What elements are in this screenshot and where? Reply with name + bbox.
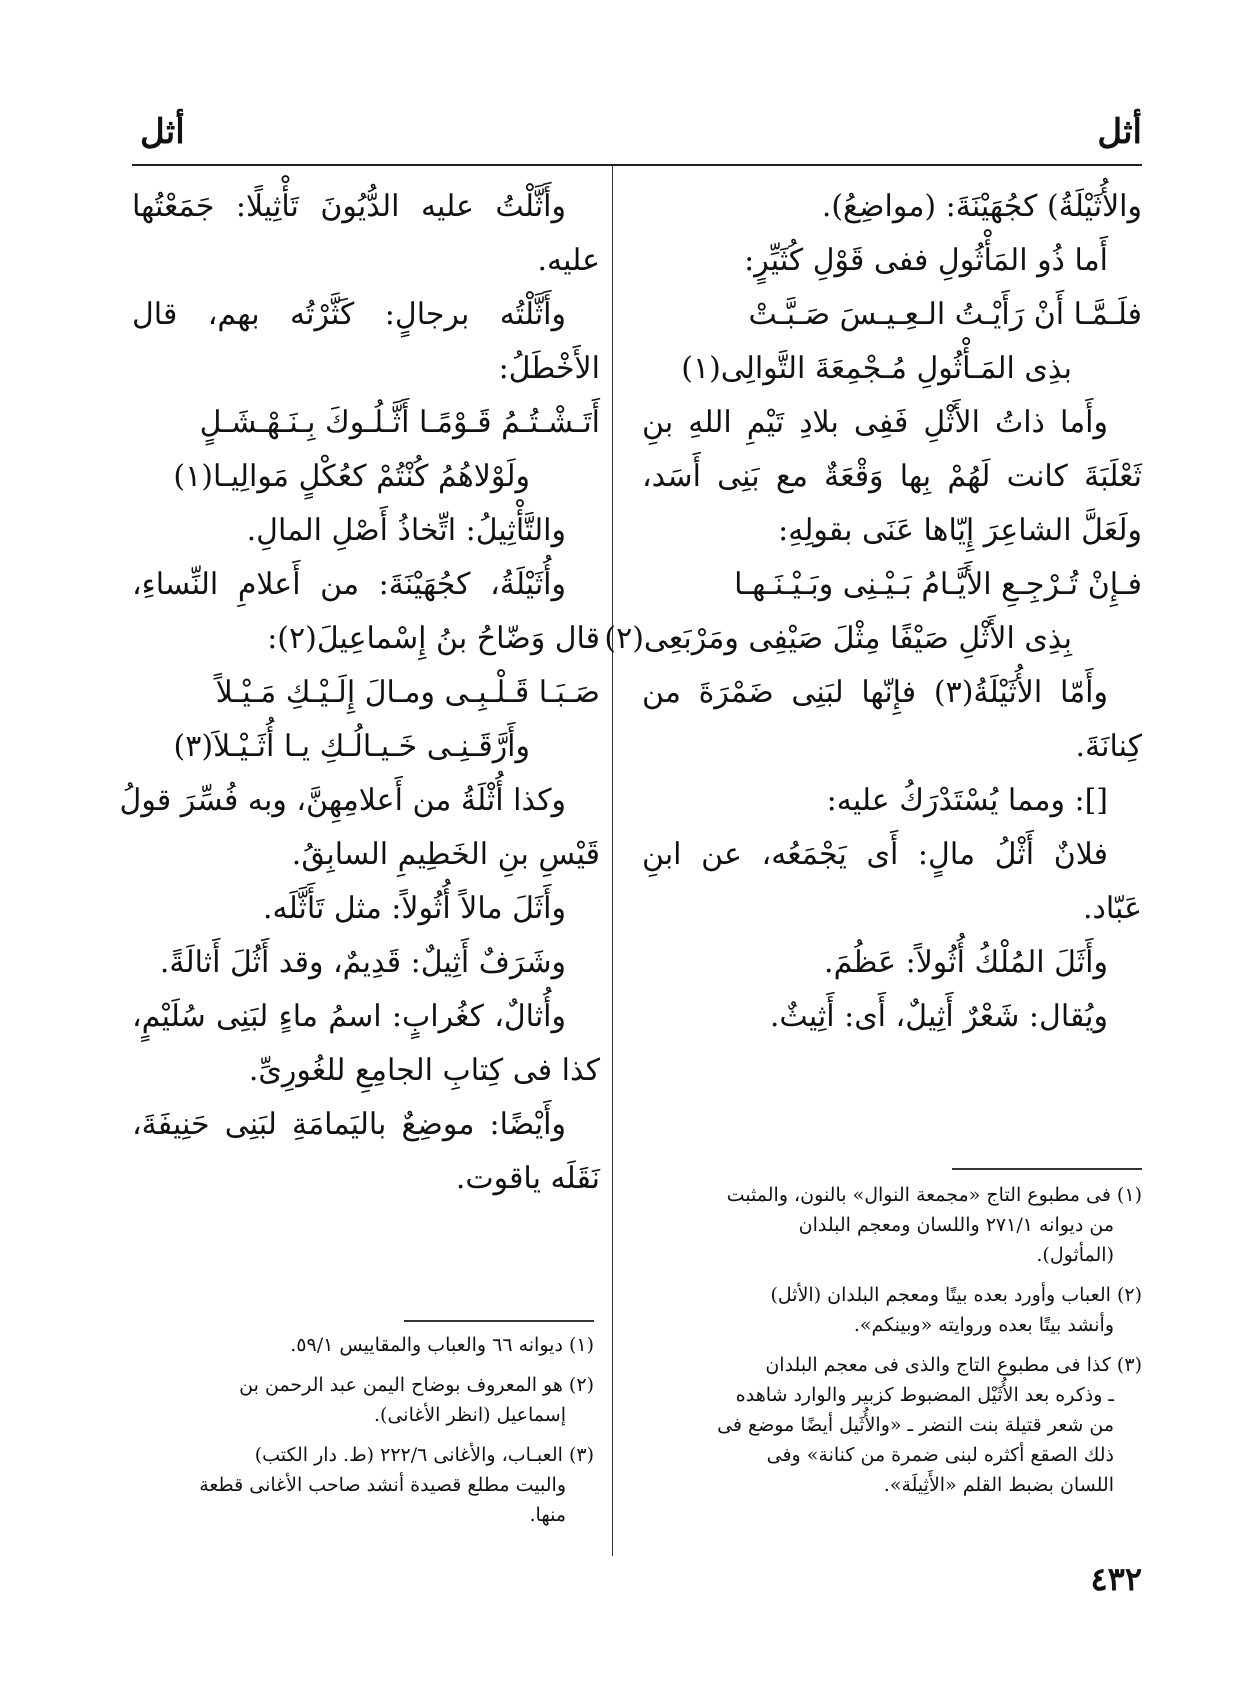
footnote-line: (٣) كذا فى مطبوع التاج والذى فى معجم البلدان xyxy=(765,1354,1142,1376)
footnote xyxy=(642,1350,1142,1500)
page-number: ٤٣٢ xyxy=(1090,1560,1142,1598)
text-line: كذا فى كِتابِ الجامِعِ للغُورِىِّ. xyxy=(248,1053,600,1088)
text-line: ثَعْلَبَةَ كانت لَهُمْ بِها وَقْعَةٌ مع بَنِى أَسَد، xyxy=(642,459,1142,494)
footnote xyxy=(642,1280,1142,1340)
text-line: نَقَلَه ياقوت. xyxy=(455,1161,600,1196)
text-line: ولَعَلَّ الشاعِرَ إِيّاها عَنَى بقولِهِ: xyxy=(778,513,1142,548)
text-line: وأَثَّلْتُه برجالٍ: كَثَّرْتُه بهم، قال xyxy=(132,297,566,332)
text-line: فلانٌ أَثْلُ مالٍ: أَى يَجْمَعُه، عن ابنِ xyxy=(642,837,1108,872)
text-line: وأَمّا الأُثَيْلَةُ(٣) فإِنّها لبَنِى ضَمْرَةَ من xyxy=(642,675,1108,710)
footnote-rule-left xyxy=(404,1320,594,1322)
text-line: والأُثَيْلَةُ) كجُهَيْنَةَ: (مواضِعُ). xyxy=(821,189,1142,224)
footnote-rule-right xyxy=(952,1168,1142,1170)
text-line: كِنانَةَ. xyxy=(1075,729,1142,764)
running-header-right: أثل xyxy=(1097,112,1142,152)
footnote-line: (٣) العبـاب، والأغانى ٢٢٢/٦ (ط. دار الكتب) xyxy=(254,1444,594,1466)
footnote-line: (١) ديوانه ٦٦ والعباب والمقاييس ٥٩/١. xyxy=(290,1334,594,1356)
text-line: صَـبَـا قَـلْـبِـى ومـالَ إِلَـيْـكِ مَـيْـلاً xyxy=(215,675,600,710)
text-line: وشَرَفٌ أَثِيلٌ: قَدِيمٌ، وقد أَثُلَ أَثالَةً. xyxy=(159,945,566,980)
text-line: وأُثَيْلَةُ، كجُهَيْنَةَ: من أَعلامِ النِّساءِ، xyxy=(132,567,566,602)
footnote-line: (٢) العباب وأورد بعده بيتًا ومعجم البلدان (الأثل) xyxy=(770,1284,1142,1306)
text-line: وأَرَّقَـنِـى خَـيـالُـكِ يـا أُثَـيْـلاَ(٣) xyxy=(173,729,530,764)
footnote-line: اللسان بضبط القلم «الأَثِيلَة». xyxy=(883,1474,1114,1496)
text-line: قَيْسِ بنِ الخَطِيمِ السابِقُ. xyxy=(291,837,600,872)
footnote xyxy=(132,1330,594,1360)
text-line: وأَيْضًا: موضِعٌ باليَمامَةِ لبَنِى حَنِيفَةَ، xyxy=(132,1107,566,1142)
text-line: عليه. xyxy=(537,243,600,278)
text-line: وأُثالٌ، كغُرابٍ: اسمُ ماءٍ لبَنِى سُلَيْمٍ، xyxy=(132,999,566,1034)
text-line: قال وَضّاحُ بنُ إِسْماعِيلَ(٢): xyxy=(267,621,600,656)
footnote-line: من ديوانه ٢٧١/١ واللسان ومعجم البلدان xyxy=(798,1214,1114,1236)
text-line: []: ومما يُسْتَدْرَكُ عليه: xyxy=(826,783,1108,818)
text-line: وأَثَّلْتُ عليه الدُّيُونَ تَأْثِيلًا: جَمَعْتُها xyxy=(132,189,566,224)
footnote-line: وأنشد بيتًا بعده وروايته «وبينكم». xyxy=(853,1314,1114,1336)
left-footnotes xyxy=(132,1330,594,1540)
running-header-left: أثل xyxy=(140,112,185,152)
text-line: وأَثَلَ المُلْكُ أُثُولاً: عَظُمَ. xyxy=(824,945,1108,980)
header-rule xyxy=(132,164,1142,166)
footnote xyxy=(642,1180,1142,1270)
text-line: وأَما ذاتُ الأَثْلِ فَفِى بلادِ تَيْمِ اللهِ بنِ xyxy=(642,405,1108,440)
text-line: بذِى المَـأْثُولِ مُـجْمِعَةَ التَّوالِى(١) xyxy=(681,351,1072,386)
text-line: وأَثَلَ مالاً أُثُولاً: مثل تَأَثَّلَه. xyxy=(263,891,566,926)
footnote-line: والبيت مطلع قصيدة أنشد صاحب الأغانى قطعة xyxy=(199,1474,566,1496)
footnote-line: من شعر قتيلة بنت النضر ـ «والأُثَيل أيضًا موضع فى xyxy=(717,1414,1114,1436)
footnote-line: ذلك الصقع أكثره لبنى ضمرة من كنانة» وفى xyxy=(766,1444,1114,1466)
text-line: بِذِى الأَثْلِ صَيْفًا مِثْلَ صَيْفِى ومَرْبَعِى(٢) xyxy=(604,621,1072,656)
footnote-line: منها. xyxy=(529,1504,566,1526)
text-line: وكذا أُثْلَةُ من أَعلامِهِنَّ، وبه فُسِّرَ قولُ xyxy=(119,783,566,818)
text-line: ولَوْلاهُمُ كُنْتُمْ كعُكْلٍ مَوالِيـا(١) xyxy=(173,459,530,494)
text-line: عَبّاد. xyxy=(1083,891,1142,926)
text-line: ويُقال: شَعْرٌ أَثِيلٌ، أَى: أَثِيثٌ. xyxy=(769,999,1108,1034)
footnote xyxy=(132,1440,594,1530)
footnote-line: (٢) هو المعروف بوضاح اليمن عبد الرحمن بن xyxy=(239,1374,594,1396)
text-line: الأَخْطَلُ: xyxy=(498,351,600,386)
column-divider xyxy=(612,166,613,1556)
text-line: أَتَـشْـتُـمُ قَـوْمًـا أَثَّـلُـوكَ بِـنَـهْـشَـلٍ xyxy=(199,405,600,440)
text-line: فـإِنْ تُـرْجِـعِ الأَيَّـامُ بَـيْـنِى وبَـيْـنَـهـا xyxy=(734,567,1142,602)
footnote xyxy=(132,1370,594,1430)
left-column xyxy=(119,180,600,1206)
right-column xyxy=(604,180,1142,1044)
text-line: أَما ذُو المَأْثُولِ ففى قَوْلِ كُثَيِّرٍ: xyxy=(744,243,1108,278)
footnote-line: ـ وذكره بعد الأُثَيْل المضبوط كزبير والوارد شاهده xyxy=(735,1384,1114,1406)
text-line: والتَّأْثِيلُ: اتِّخاذُ أَصْلِ المالِ. xyxy=(246,513,566,548)
footnote-line: (١) فى مطبوع التاج «مجمعة النوال» بالنون، والمثبت xyxy=(726,1184,1142,1206)
right-footnotes xyxy=(642,1180,1142,1510)
text-line: فلَـمَّـا أَنْ رَأَيْـتُ الـعِـيـسَ صَـبَّـتْ xyxy=(748,297,1142,332)
footnote-line: (المأثول). xyxy=(1036,1244,1114,1266)
footnote-line: إسماعيل (انظر الأغانى). xyxy=(374,1404,566,1426)
